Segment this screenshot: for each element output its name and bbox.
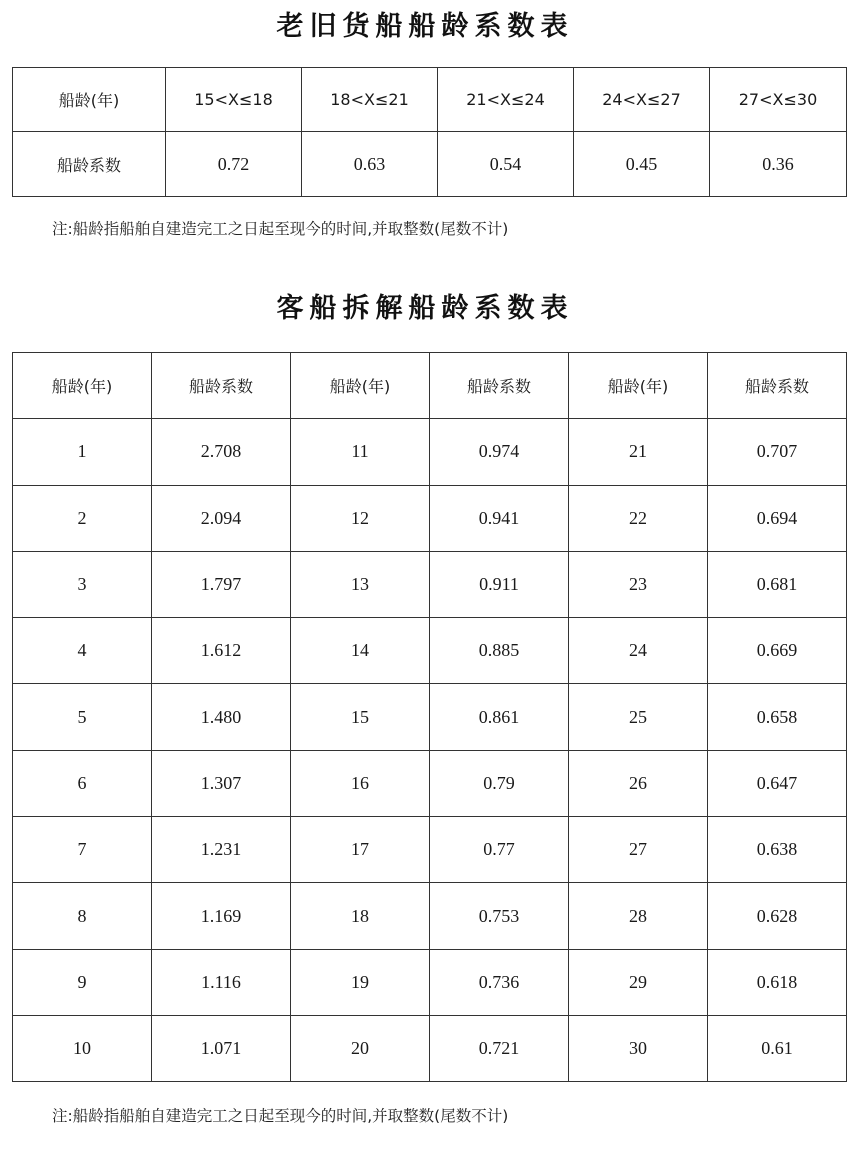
range-cell: 15<X≤18	[166, 68, 302, 132]
age-cell: 17	[291, 817, 430, 883]
coefficient-cell: 0.628	[708, 883, 847, 949]
table-row	[13, 132, 847, 197]
age-cell: 20	[291, 1015, 430, 1081]
age-cell: 19	[291, 949, 430, 1015]
coefficient-cell: 0.707	[708, 419, 847, 485]
range-cell: 21<X≤24	[438, 68, 574, 132]
coefficient-cell: 0.753	[430, 883, 569, 949]
coefficient-cell: 0.638	[708, 817, 847, 883]
age-cell: 9	[13, 949, 152, 1015]
passenger-table-body	[13, 353, 847, 1082]
cargo-table-title: 老旧货船船龄系数表	[276, 11, 574, 42]
age-cell: 24	[569, 618, 708, 684]
coefficient-cell: 0.77	[430, 817, 569, 883]
table-row	[13, 750, 847, 816]
age-cell: 3	[13, 551, 152, 617]
coefficient-cell: 1.797	[152, 551, 291, 617]
age-cell: 22	[569, 485, 708, 551]
age-cell: 1	[13, 419, 152, 485]
table-row	[13, 419, 847, 485]
column-header-age: 船龄(年)	[569, 353, 708, 419]
age-cell: 11	[291, 419, 430, 485]
table-row	[13, 618, 847, 684]
coefficient-cell: 1.169	[152, 883, 291, 949]
cargo-table-note: 注:船龄指船舶自建造完工之日起至现今的时间,并取整数(尾数不计)	[52, 220, 509, 238]
coefficient-cell: 0.54	[438, 132, 574, 197]
coefficient-cell: 0.79	[430, 750, 569, 816]
range-cell: 24<X≤27	[574, 68, 710, 132]
coefficient-cell: 0.885	[430, 618, 569, 684]
header-cell: 船龄系数	[13, 132, 166, 197]
coefficient-cell: 0.736	[430, 949, 569, 1015]
age-cell: 28	[569, 883, 708, 949]
coefficient-cell: 2.094	[152, 485, 291, 551]
table-row	[13, 817, 847, 883]
age-cell: 2	[13, 485, 152, 551]
column-header-coefficient: 船龄系数	[430, 353, 569, 419]
table-header-row	[13, 353, 847, 419]
coefficient-cell: 0.63	[302, 132, 438, 197]
coefficient-cell: 0.647	[708, 750, 847, 816]
table-row	[13, 68, 847, 132]
column-header-age: 船龄(年)	[291, 353, 430, 419]
age-cell: 21	[569, 419, 708, 485]
coefficient-cell: 1.116	[152, 949, 291, 1015]
age-cell: 23	[569, 551, 708, 617]
table-row	[13, 949, 847, 1015]
passenger-table-note: 注:船龄指船舶自建造完工之日起至现今的时间,并取整数(尾数不计)	[52, 1107, 509, 1125]
age-cell: 16	[291, 750, 430, 816]
age-cell: 18	[291, 883, 430, 949]
column-header-coefficient: 船龄系数	[152, 353, 291, 419]
age-cell: 8	[13, 883, 152, 949]
coefficient-cell: 0.658	[708, 684, 847, 750]
coefficient-cell: 1.231	[152, 817, 291, 883]
coefficient-cell: 1.307	[152, 750, 291, 816]
table-row	[13, 1015, 847, 1081]
age-cell: 27	[569, 817, 708, 883]
coefficient-cell: 1.480	[152, 684, 291, 750]
age-cell: 7	[13, 817, 152, 883]
table-row	[13, 684, 847, 750]
coefficient-cell: 0.72	[166, 132, 302, 197]
age-cell: 12	[291, 485, 430, 551]
coefficient-cell: 0.618	[708, 949, 847, 1015]
coefficient-cell: 0.694	[708, 485, 847, 551]
coefficient-cell: 0.721	[430, 1015, 569, 1081]
coefficient-cell: 0.61	[708, 1015, 847, 1081]
coefficient-cell: 0.669	[708, 618, 847, 684]
coefficient-cell: 0.911	[430, 551, 569, 617]
coefficient-cell: 0.974	[430, 419, 569, 485]
age-cell: 14	[291, 618, 430, 684]
age-cell: 30	[569, 1015, 708, 1081]
age-cell: 25	[569, 684, 708, 750]
coefficient-cell: 0.45	[574, 132, 710, 197]
coefficient-cell: 0.861	[430, 684, 569, 750]
coefficient-cell: 2.708	[152, 419, 291, 485]
table-row	[13, 485, 847, 551]
column-header-age: 船龄(年)	[13, 353, 152, 419]
age-cell: 26	[569, 750, 708, 816]
age-cell: 15	[291, 684, 430, 750]
age-cell: 4	[13, 618, 152, 684]
age-cell: 29	[569, 949, 708, 1015]
coefficient-cell: 0.941	[430, 485, 569, 551]
age-cell: 6	[13, 750, 152, 816]
column-header-coefficient: 船龄系数	[708, 353, 847, 419]
coefficient-cell: 0.36	[710, 132, 847, 197]
range-cell: 27<X≤30	[710, 68, 847, 132]
table-row	[13, 883, 847, 949]
cargo-age-coefficient-table	[12, 67, 847, 197]
table-row	[13, 551, 847, 617]
age-cell: 10	[13, 1015, 152, 1081]
coefficient-cell: 1.071	[152, 1015, 291, 1081]
passenger-table-title: 客船拆解船龄系数表	[276, 293, 574, 324]
passenger-age-coefficient-table	[12, 352, 847, 1082]
coefficient-cell: 1.612	[152, 618, 291, 684]
range-cell: 18<X≤21	[302, 68, 438, 132]
header-cell: 船龄(年)	[13, 68, 166, 132]
coefficient-cell: 0.681	[708, 551, 847, 617]
age-cell: 13	[291, 551, 430, 617]
age-cell: 5	[13, 684, 152, 750]
